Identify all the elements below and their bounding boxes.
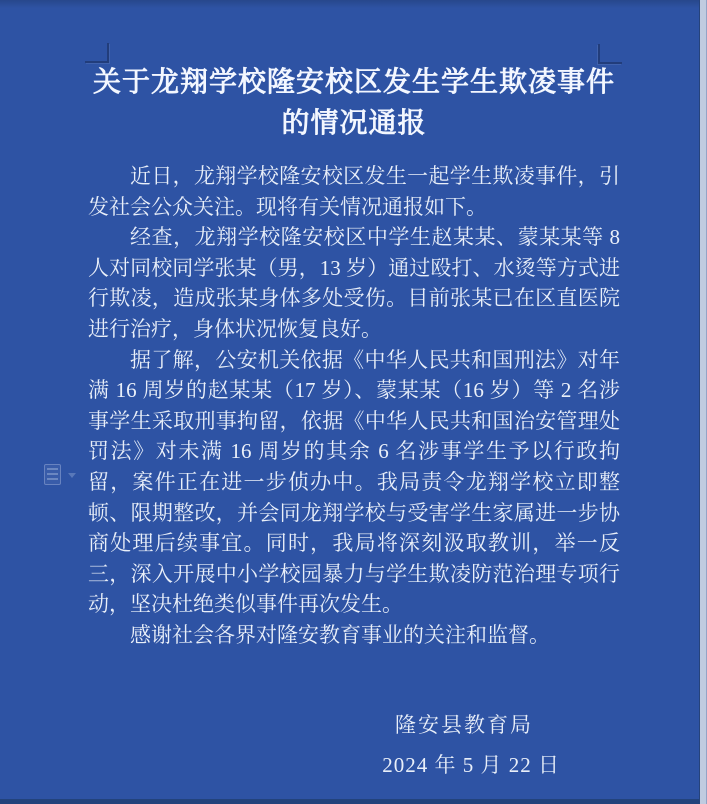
issuer-name: 隆安县教育局 bbox=[395, 713, 533, 737]
crop-mark-top-right-icon bbox=[598, 44, 622, 64]
paragraph-measures: 据了解，公安机关依据《中华人民共和国刑法》对年满 16 周岁的赵某某（17 岁）、蒙某某（16 岁）等 2 名涉事学生采取刑事拘留，依据《中华人民共和国治安管理处罚法》对未满 16 周岁的其余 6 名涉事学生予以行政拘留，案件正在进一步侦办中。我局责令龙翔学校立即整顿、限期整改，并会同龙翔学校与受害学生家属进一步协商处理后续事宜。同时，我局将深刻汲取教训，举一反三，深入开展中小学校园暴力与学生欺凌防范治理专项行动，坚决杜绝类似事件再次发生。 bbox=[88, 347, 620, 617]
page-right-edge bbox=[699, 0, 707, 804]
paste-icon-line bbox=[47, 473, 58, 475]
notice-title-line2: 的情况通报 bbox=[281, 108, 427, 139]
paste-icon-line bbox=[47, 478, 58, 480]
paragraph-thanks: 感谢社会各界对隆安教育事业的关注和监督。 bbox=[130, 622, 550, 647]
notice-title bbox=[88, 62, 620, 144]
paragraph-intro: 近日，龙翔学校隆安校区发生一起学生欺凌事件，引发社会公众关注。现将有关情况通报如下。 bbox=[88, 164, 620, 219]
notice-body bbox=[88, 161, 620, 651]
paste-icon-line bbox=[47, 468, 58, 470]
page-top-edge bbox=[0, 0, 707, 8]
notice-title-line1: 关于龙翔学校隆安校区发生学生欺凌事件 bbox=[92, 67, 615, 98]
paragraph-investigation: 经查，龙翔学校隆安校区中学生赵某某、蒙某某等 8 人对同校同学张某（男，13 岁）通过殴打、水烫等方式进行欺凌，造成张某身体多处受伤。目前张某已在区直医院进行治疗，身体状况恢复良好。 bbox=[88, 225, 620, 341]
crop-mark-top-left-icon bbox=[85, 43, 109, 63]
paste-options-icon[interactable] bbox=[44, 464, 61, 485]
signature-block bbox=[88, 710, 620, 781]
paste-options-arrow-icon[interactable] bbox=[68, 473, 76, 478]
page-bottom-edge bbox=[0, 799, 707, 804]
issue-date: 2024 年 5 月 22 日 bbox=[382, 753, 560, 777]
